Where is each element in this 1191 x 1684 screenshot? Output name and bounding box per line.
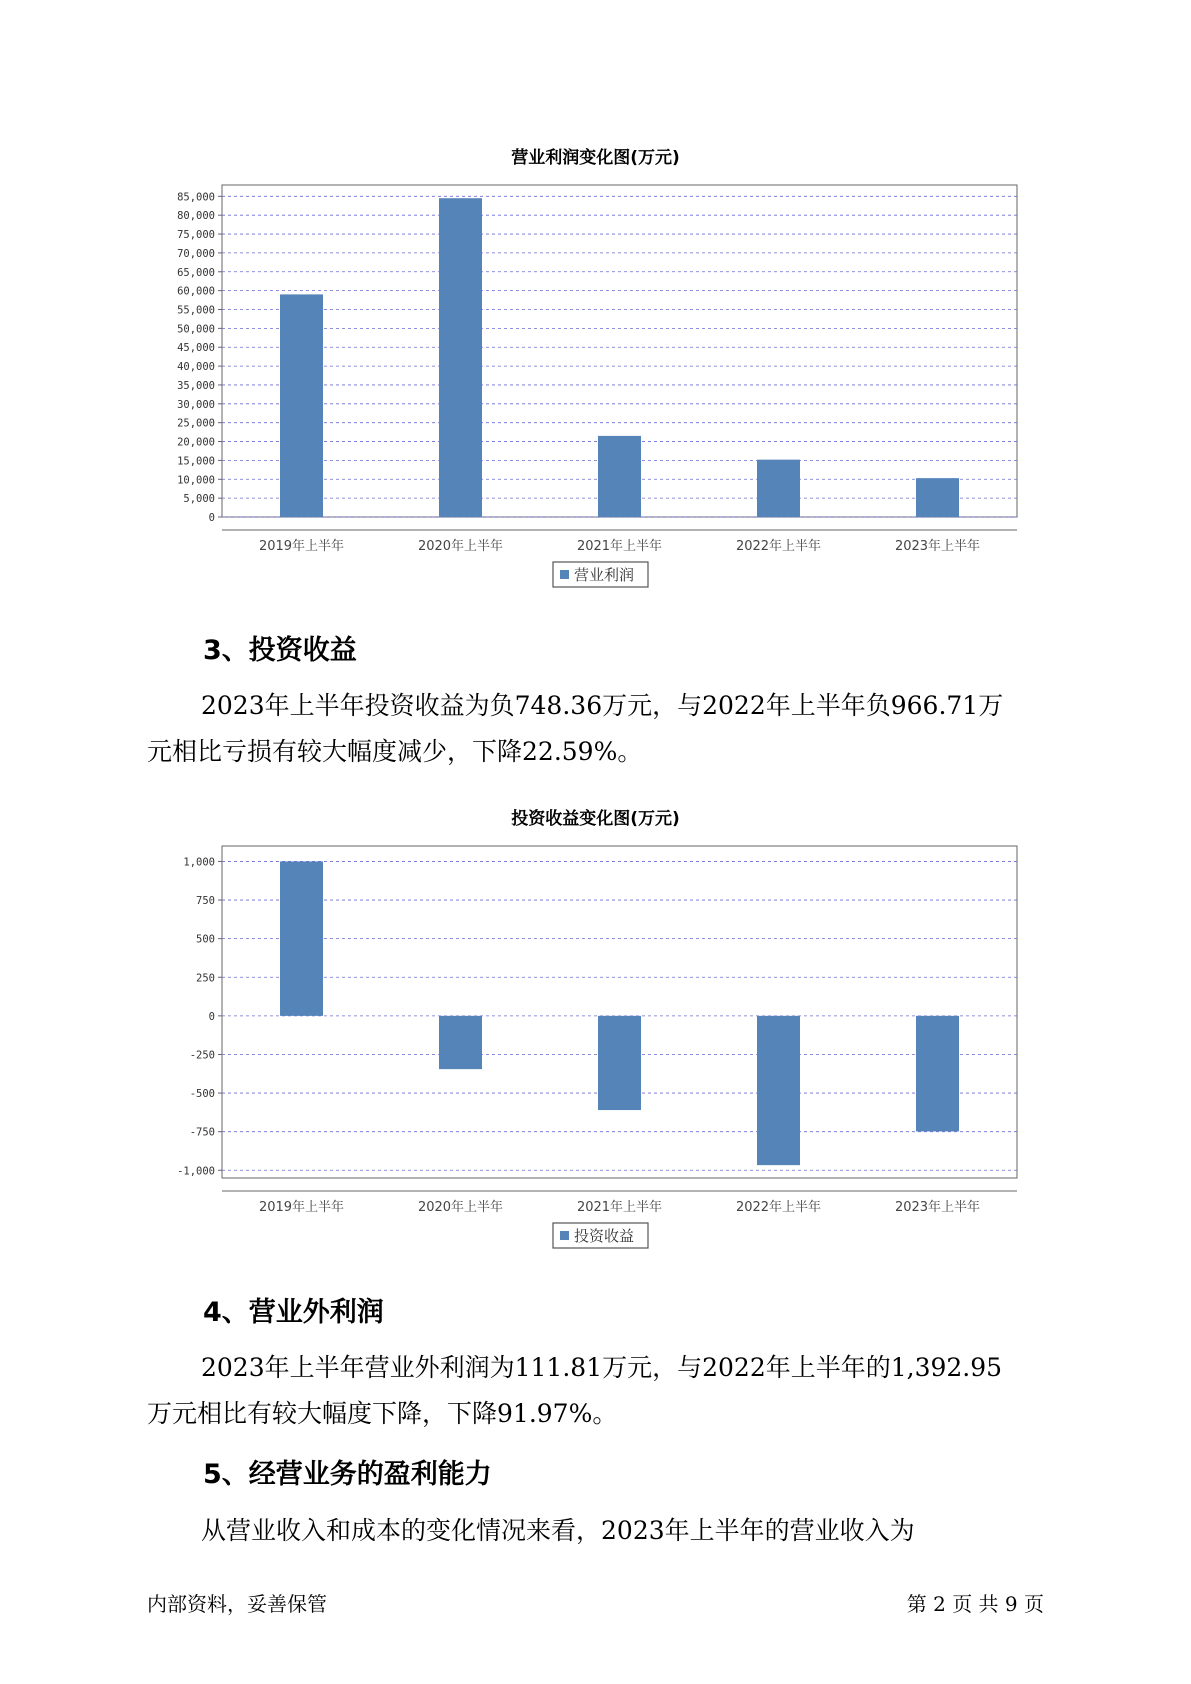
bar — [757, 1016, 800, 1165]
y-tick-label: -1,000 — [177, 1165, 215, 1178]
y-tick-label: 65,000 — [177, 266, 215, 279]
x-tick-label: 2020年上半年 — [417, 539, 504, 554]
y-tick-label: 0 — [208, 512, 215, 524]
investment-income-chart — [0, 826, 1191, 1256]
paragraph-line: 万元相比有较大幅度下降，下降91.97%。 — [147, 1399, 618, 1428]
bar — [280, 294, 323, 517]
chart-title-investment-income: 投资收益变化图(万元) — [511, 809, 680, 829]
y-tick-label: 250 — [196, 972, 215, 985]
x-tick-label: 2021年上半年 — [576, 539, 663, 554]
y-tick-label: -750 — [189, 1126, 215, 1139]
x-tick-label: 2022年上半年 — [735, 1200, 822, 1215]
y-tick-label: -250 — [189, 1049, 215, 1062]
chart-title-operating-profit: 营业利润变化图(万元) — [511, 148, 680, 168]
y-tick-label: 70,000 — [177, 247, 215, 260]
x-tick-label: 2023年上半年 — [894, 1200, 981, 1215]
paragraph-profitability — [147, 1508, 1047, 1554]
y-tick-label: 85,000 — [177, 191, 215, 204]
section-heading-profitability: 5、经营业务的盈利能力 — [203, 1459, 492, 1490]
bar — [598, 1016, 641, 1110]
x-tick-label: 2022年上半年 — [735, 539, 822, 554]
y-tick-label: 1,000 — [183, 856, 215, 869]
bar — [916, 478, 959, 517]
bar — [439, 1016, 482, 1069]
x-tick-label: 2021年上半年 — [576, 1200, 663, 1215]
x-tick-label: 2019年上半年 — [258, 1200, 345, 1215]
bar — [757, 460, 800, 517]
y-tick-label: 20,000 — [177, 436, 215, 449]
y-tick-label: 500 — [196, 933, 215, 946]
y-tick-label: 30,000 — [177, 398, 215, 411]
y-tick-label: 55,000 — [177, 304, 215, 317]
legend-label: 投资收益 — [574, 1227, 635, 1245]
paragraph-line: 2023年上半年投资收益为负748.36万元，与2022年上半年负966.71万 — [201, 691, 1004, 720]
operating-profit-chart — [0, 165, 1191, 595]
y-tick-label: 15,000 — [177, 455, 215, 468]
y-tick-label: 10,000 — [177, 474, 215, 487]
y-tick-label: 5,000 — [183, 493, 215, 506]
bar — [439, 198, 482, 517]
y-tick-label: 75,000 — [177, 229, 215, 242]
footer-confidential-note: 内部资料，妥善保管 — [147, 1592, 327, 1616]
y-tick-label: 60,000 — [177, 285, 215, 298]
y-tick-label: 40,000 — [177, 361, 215, 374]
y-tick-label: 0 — [208, 1010, 215, 1023]
legend-label: 营业利润 — [574, 566, 635, 584]
legend-swatch — [560, 570, 569, 579]
y-tick-label: -500 — [189, 1088, 215, 1101]
bar — [598, 436, 641, 517]
x-tick-label: 2023年上半年 — [894, 539, 981, 554]
paragraph-line: 2023年上半年营业外利润为111.81万元，与2022年上半年的1,392.95 — [201, 1353, 1003, 1382]
section-heading-investment-income: 3、投资收益 — [203, 635, 357, 666]
paragraph-line: 元相比亏损有较大幅度减少，下降22.59%。 — [147, 737, 643, 766]
y-tick-label: 80,000 — [177, 210, 215, 223]
y-tick-label: 750 — [196, 895, 215, 908]
y-tick-label: 25,000 — [177, 417, 215, 430]
paragraph-line: 从营业收入和成本的变化情况来看，2023年上半年的营业收入为 — [201, 1516, 915, 1545]
y-tick-label: 35,000 — [177, 379, 215, 392]
plot-frame — [222, 846, 1017, 1178]
section-heading-non-operating-profit: 4、营业外利润 — [203, 1297, 384, 1328]
bar — [280, 861, 323, 1015]
paragraph-investment-income — [147, 683, 1047, 775]
bar — [916, 1016, 959, 1132]
y-tick-label: 45,000 — [177, 342, 215, 355]
legend-swatch — [560, 1231, 569, 1240]
y-tick-label: 50,000 — [177, 323, 215, 336]
x-tick-label: 2020年上半年 — [417, 1200, 504, 1215]
footer-page-number: 第 2 页 共 9 页 — [906, 1592, 1044, 1616]
x-tick-label: 2019年上半年 — [258, 539, 345, 554]
paragraph-non-operating-profit — [147, 1345, 1047, 1437]
